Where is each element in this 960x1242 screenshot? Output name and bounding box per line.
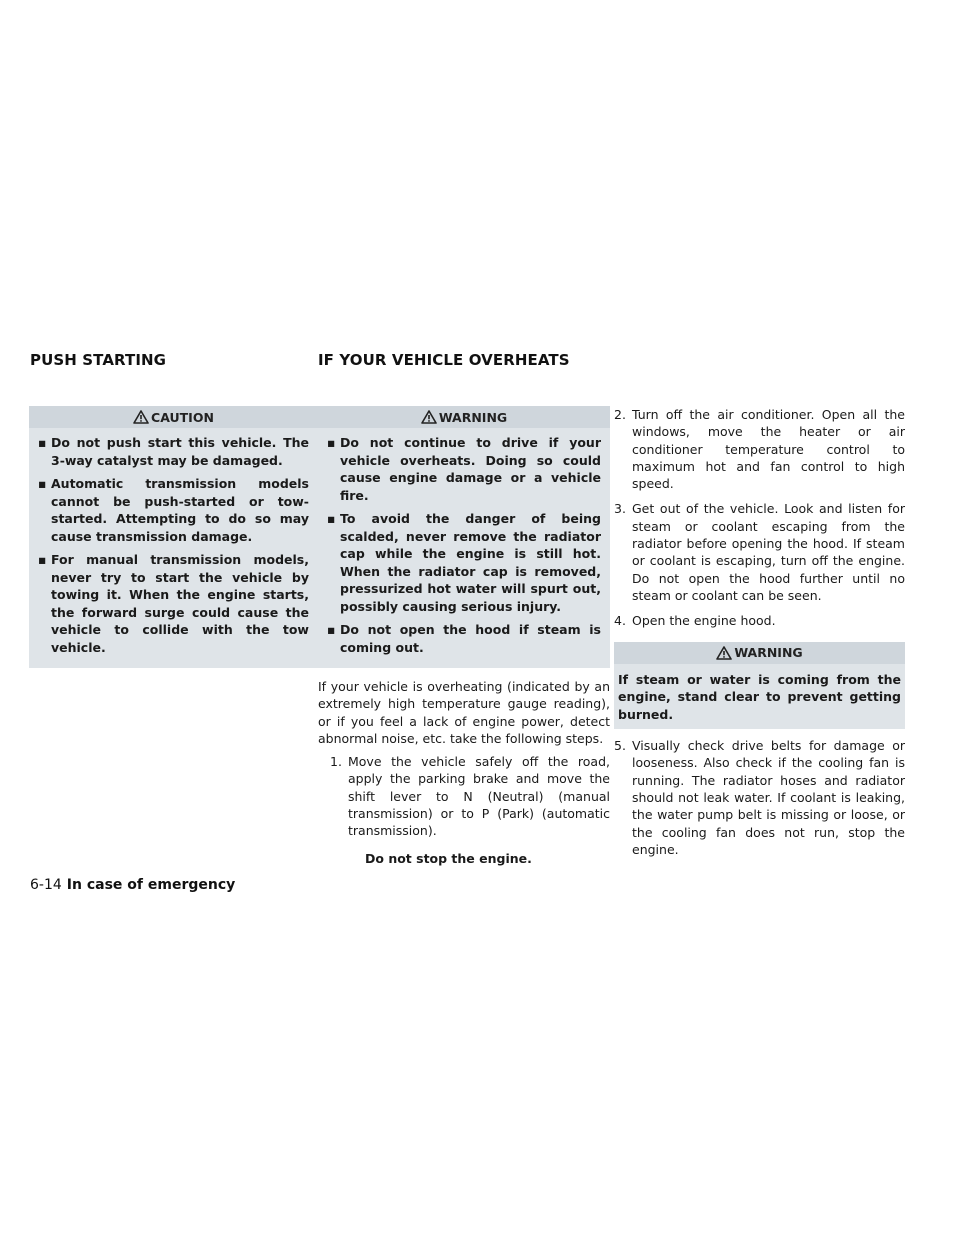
- step-item: [614, 500, 905, 604]
- page-footer: [30, 877, 235, 893]
- warning-triangle-icon: [716, 646, 732, 660]
- step-number: 4.: [614, 613, 626, 629]
- caution-item: ▪ Automatic transmission models cannot be push-started or tow-started. Attempting to do so may cause transmission damage.: [38, 475, 309, 545]
- warning-triangle-icon: [133, 410, 149, 424]
- caution-item: ▪ Do not push start this vehicle. The 3-way catalyst may be damaged.: [38, 434, 309, 469]
- heading-push-starting: PUSH STARTING: [30, 351, 167, 369]
- warning-item: ▪ To avoid the danger of being scalded, never remove the radiator cap while the engine is still hot. When the radiator cap is removed, pressurized hot water will spurt out, possibly causing serious injury.: [327, 510, 601, 615]
- warning-box-2: [614, 642, 905, 730]
- heading-if-vehicle-overheats: IF YOUR VEHICLE OVERHEATS: [318, 351, 570, 369]
- step-text: Visually check drive belts for damage or looseness. Also check if the cooling fan is running. The radiator hoses and radiator should not leak water. If coolant is leaking, the water pump belt is missing or loose, or the cooling fan does not run, stop the engine.: [632, 738, 905, 857]
- step-number: 3.: [614, 501, 626, 517]
- column-1: [29, 406, 318, 668]
- column-2: [318, 406, 610, 867]
- section-title: In case of emergency: [66, 877, 236, 893]
- caution-item: ▪ For manual transmission models, never try to start the vehicle by towing it. When the engine starts, the forward surge could cause the vehicle to collide with the tow vehicle.: [38, 551, 309, 656]
- step-number: 1.: [330, 754, 342, 770]
- intro-paragraph: If your vehicle is overheating (indicated by an extremely high temperature gauge reading), or if you feel a lack of engine power, detect abnormal noise, etc. take the following steps.: [318, 679, 610, 746]
- warning-title: WARNING: [438, 409, 508, 425]
- step-text: Get out of the vehicle. Look and listen for steam or coolant escaping from the radiator before opening the hood. If steam or coolant is escaping, turn off the engine. Do not open the hood further until no steam or coolant can be seen.: [632, 501, 905, 603]
- step-number: 2.: [614, 407, 626, 422]
- step-item: [318, 753, 610, 839]
- warning-list: [318, 428, 610, 656]
- warning-item: ▪ Do not continue to drive if your vehicle overheats. Doing so could cause engine damage or a vehicle fire.: [327, 434, 601, 504]
- page-number: 6-14: [30, 877, 62, 893]
- step-item: [614, 737, 905, 858]
- steps-list-part-1: [318, 753, 610, 839]
- warning-box-2-header: [614, 642, 905, 664]
- step-item: [614, 406, 905, 492]
- step-note: Do not stop the engine.: [365, 850, 532, 866]
- caution-title: CAUTION: [151, 409, 214, 425]
- warning-title: WARNING: [734, 645, 803, 661]
- step-item: [614, 612, 905, 629]
- step-text: Move the vehicle safely off the road, apply the parking brake and move the shift lever to N (Neutral) (manual transmission) or to P (Park) (automatic transmission).: [348, 754, 610, 839]
- warning-triangle-icon: [421, 410, 437, 424]
- caution-box-header: [29, 406, 318, 428]
- warning-item: ▪ Do not open the hood if steam is coming out.: [327, 621, 601, 656]
- step-text: Open the engine hood.: [632, 613, 776, 629]
- step-number: 5.: [614, 738, 626, 754]
- caution-box: [29, 406, 318, 668]
- warning-box-1-header: [318, 406, 610, 428]
- column-3: [614, 406, 905, 866]
- warning-text: If steam or water is coming from the engine, stand clear to prevent getting burned.: [618, 671, 901, 722]
- step-text: Turn off the air conditioner. Open all the windows, move the heater or air conditioner temperature control to maximum hot and fan control to high speed.: [632, 407, 905, 492]
- warning-box-1: [318, 406, 610, 668]
- caution-list: [29, 428, 318, 656]
